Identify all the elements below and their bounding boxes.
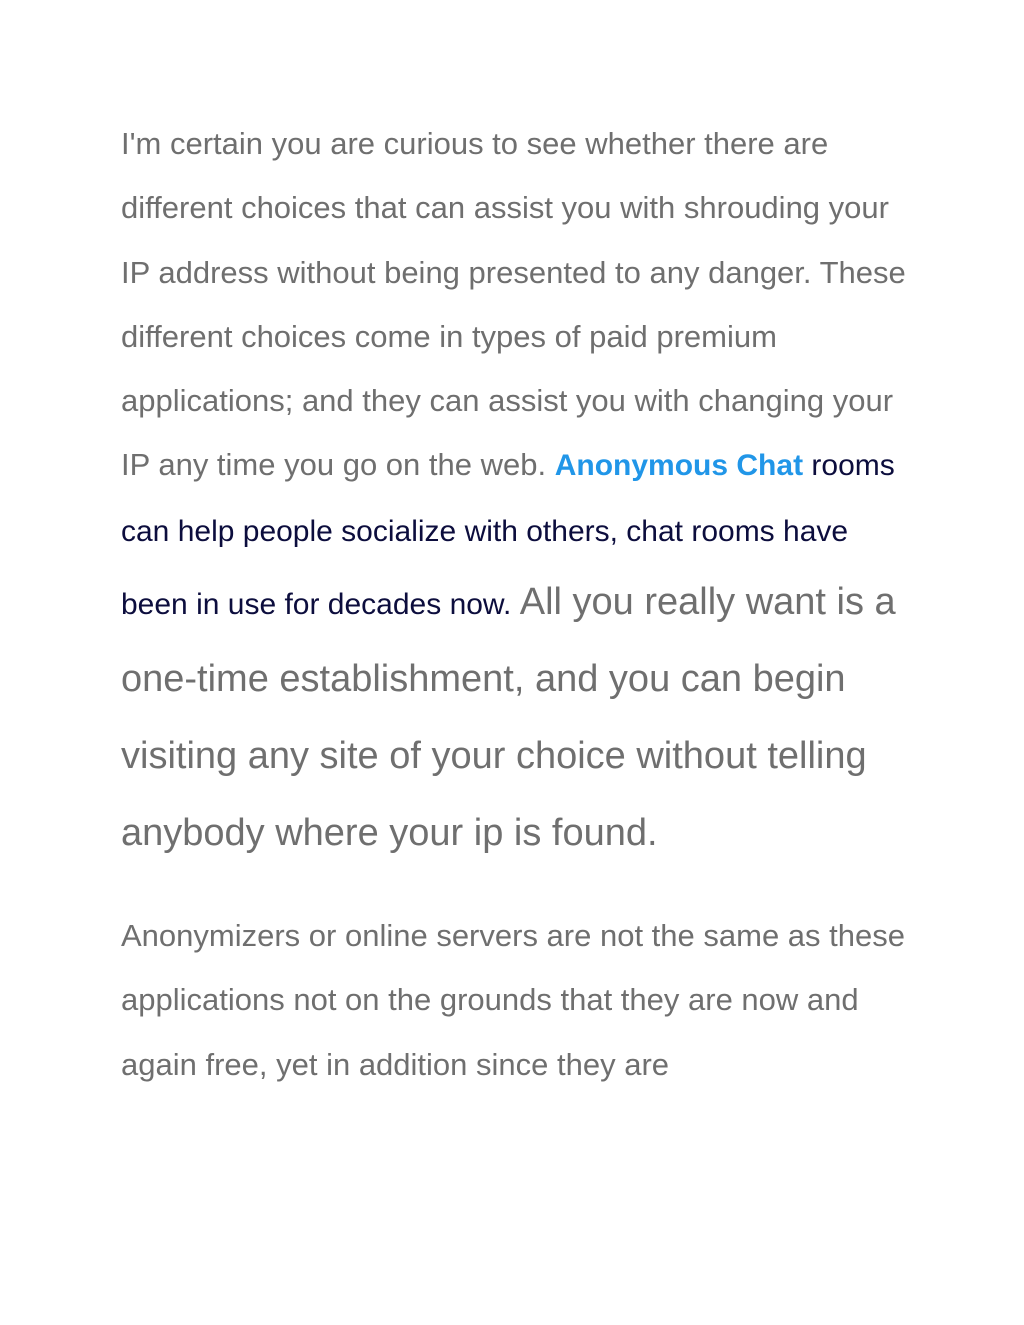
paragraph-1-dark-text: rooms can help people socialize with others, chat rooms have been in use for decades now.	[121, 449, 895, 622]
paragraph-1-large-text: All you really want is a one-time establishment, and you can begin visiting any site of your choice without telling anybody where your ip is found.	[121, 581, 896, 855]
paragraph-2: Anonymizers or online servers are not the same as these applications not on the grounds that they are now and again free, yet in addition since they are	[121, 918, 905, 1082]
paragraph-1-intro: I'm certain you are curious to see whether there are different choices that can assist you with shrouding your IP address without being presented to any danger. These different choices come in types of paid premium applications; and they can assist you with changing your IP any time you go on the web.	[121, 126, 906, 483]
document-page	[121, 112, 911, 1097]
anonymous-chat-link[interactable]: Anonymous Chat	[554, 449, 804, 483]
paragraph-1	[121, 112, 911, 872]
